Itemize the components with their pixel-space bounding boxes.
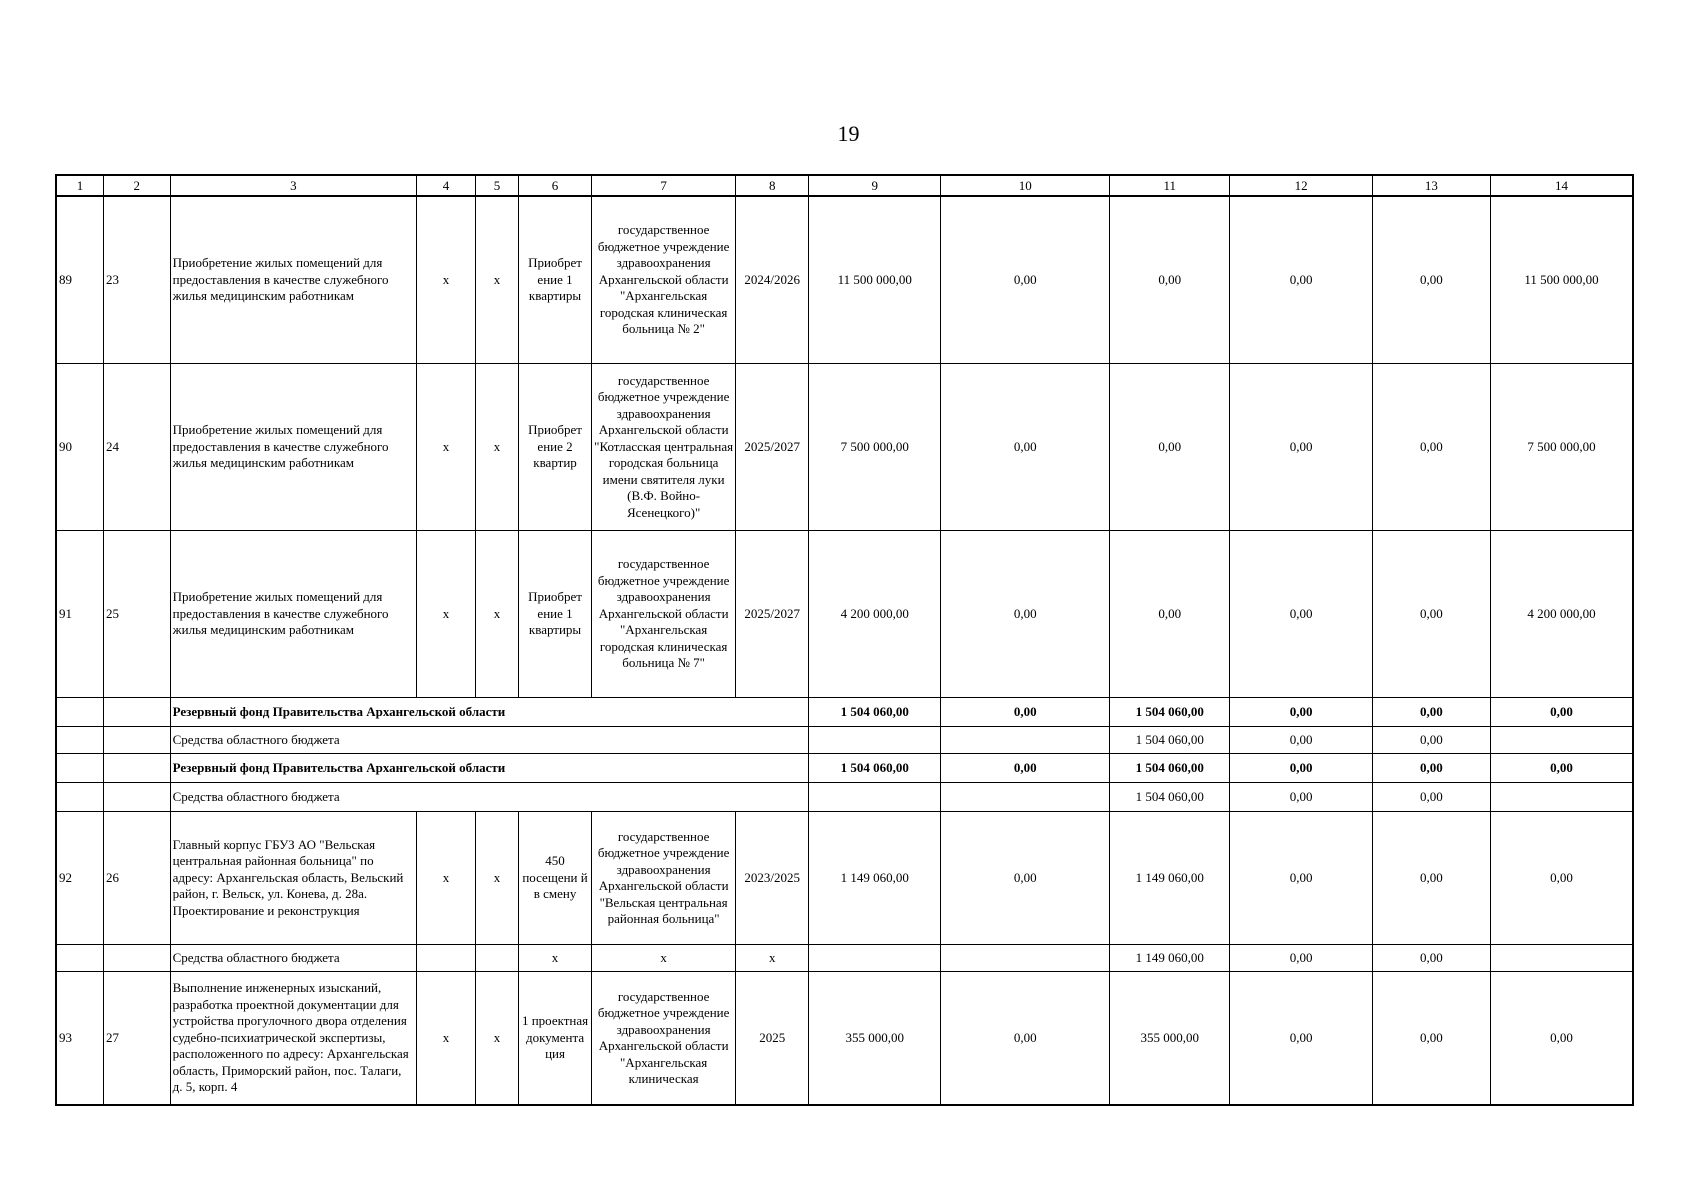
header-cell: 7 [591,175,735,196]
cell-col4: х [417,812,476,945]
amount-col14: 7 500 000,00 [1490,364,1633,531]
total-amount: 355 000,00 [809,972,941,1106]
empty-cell [1490,783,1633,812]
empty-cell [941,727,1110,754]
header-cell: 12 [1230,175,1372,196]
amount-col13: 0,00 [1372,783,1490,812]
row-number: 92 [56,812,103,945]
cell-col4: х [417,972,476,1106]
amount-col14: 11 500 000,00 [1490,196,1633,364]
header-row [56,175,1633,196]
cell-col4: х [417,364,476,531]
customer: государственное бюджетное учреждение здравоохранения Архангельской области "Вельская центральная районная больница" [591,812,735,945]
total-amount: 7 500 000,00 [809,364,941,531]
object-number: 26 [103,812,170,945]
object-number: 25 [103,531,170,698]
capacity: 450 посещени й в смену [519,812,592,945]
cell-col5: х [475,364,518,531]
amount-col10: 0,00 [941,812,1110,945]
period: 2025/2027 [736,364,809,531]
period: 2023/2025 [736,812,809,945]
header-cell: 11 [1110,175,1230,196]
total-amount: 4 200 000,00 [809,531,941,698]
empty-cell [809,783,941,812]
source-title: Средства областного бюджета [170,783,808,812]
empty-cell [56,727,103,754]
amount-col13: 0,00 [1372,812,1490,945]
budget-table [55,174,1634,1106]
empty-cell [103,754,170,783]
total-amount: 1 504 060,00 [809,698,941,727]
amount-col12: 0,00 [1230,196,1372,364]
customer: государственное бюджетное учреждение здравоохранения Архангельской области "Архангельская клиническая [591,972,735,1106]
row-number: 91 [56,531,103,698]
empty-cell [417,945,476,972]
amount-col11: 0,00 [1110,196,1230,364]
amount-col13: 0,00 [1372,196,1490,364]
period: 2025 [736,972,809,1106]
amount-col10: 0,00 [941,531,1110,698]
capacity: Приобрет ение 1 квартиры [519,196,592,364]
object-number: 27 [103,972,170,1106]
source-row [56,945,1633,972]
empty-cell [103,945,170,972]
amount-col14: 0,00 [1490,812,1633,945]
row-number: 90 [56,364,103,531]
capacity: 1 проектная документа ция [519,972,592,1106]
amount-col11: 1 149 060,00 [1110,812,1230,945]
source-title: Средства областного бюджета [170,945,417,972]
capacity: Приобрет ение 2 квартир [519,364,592,531]
header-cell: 2 [103,175,170,196]
empty-cell [809,945,941,972]
amount-col11: 1 149 060,00 [1110,945,1230,972]
header-cell: 3 [170,175,417,196]
amount-col10: 0,00 [941,698,1110,727]
empty-cell [56,754,103,783]
object-name: Приобретение жилых помещений для предоставления в качестве служебного жилья медицинским работникам [170,364,417,531]
object-name: Выполнение инженерных изысканий, разработка проектной документации для устройства прогулочного двора отделения судебно-психиатрической экспертизы, расположенного по адресу: Архангельская область, Приморский район, пос. Талаги, д. 5, корп. 4 [170,972,417,1106]
row-number: 93 [56,972,103,1106]
cell-col5: х [475,196,518,364]
period: 2025/2027 [736,531,809,698]
total-amount: 11 500 000,00 [809,196,941,364]
fund-total-row [56,698,1633,727]
object-name: Приобретение жилых помещений для предоставления в качестве служебного жилья медицинским работникам [170,196,417,364]
empty-cell [1490,727,1633,754]
amount-col11: 0,00 [1110,531,1230,698]
amount-col10: 0,00 [941,364,1110,531]
empty-cell [56,698,103,727]
amount-col11: 0,00 [1110,364,1230,531]
empty-cell [103,783,170,812]
amount-col14: 0,00 [1490,972,1633,1106]
amount-col14: 4 200 000,00 [1490,531,1633,698]
empty-cell [103,727,170,754]
amount-col13: 0,00 [1372,698,1490,727]
table-row [56,972,1633,1106]
header-cell: 13 [1372,175,1490,196]
amount-col14: 0,00 [1490,754,1633,783]
page-number: 19 [837,121,860,146]
amount-col12: 0,00 [1230,531,1372,698]
cell-col4: х [417,531,476,698]
header-cell: 1 [56,175,103,196]
empty-cell [103,698,170,727]
amount-col11: 1 504 060,00 [1110,698,1230,727]
empty-cell [56,945,103,972]
header-cell: 9 [809,175,941,196]
amount-col12: 0,00 [1230,727,1372,754]
row-number: 89 [56,196,103,364]
amount-col13: 0,00 [1372,531,1490,698]
amount-col12: 0,00 [1230,972,1372,1106]
capacity: х [519,945,592,972]
header-cell: 8 [736,175,809,196]
amount-col10: 0,00 [941,754,1110,783]
total-amount: 1 504 060,00 [809,754,941,783]
capacity: Приобрет ение 1 квартиры [519,531,592,698]
empty-cell [941,945,1110,972]
period: х [736,945,809,972]
object-number: 23 [103,196,170,364]
amount-col10: 0,00 [941,196,1110,364]
table-row [56,531,1633,698]
header-cell: 14 [1490,175,1633,196]
amount-col11: 1 504 060,00 [1110,727,1230,754]
total-amount: 1 149 060,00 [809,812,941,945]
header-cell: 4 [417,175,476,196]
amount-col11: 1 504 060,00 [1110,783,1230,812]
amount-col13: 0,00 [1372,727,1490,754]
customer: х [591,945,735,972]
amount-col10: 0,00 [941,972,1110,1106]
empty-cell [475,945,518,972]
amount-col13: 0,00 [1372,972,1490,1106]
amount-col12: 0,00 [1230,783,1372,812]
customer: государственное бюджетное учреждение здравоохранения Архангельской области "Архангельская городская клиническая больница № 7" [591,531,735,698]
cell-col5: х [475,531,518,698]
customer: государственное бюджетное учреждение здравоохранения Архангельской области "Котласская центральная городская больница имени святителя луки (В.Ф. Войно-Ясенецкого)" [591,364,735,531]
cell-col5: х [475,812,518,945]
empty-cell [809,727,941,754]
table-row [56,196,1633,364]
source-row [56,727,1633,754]
source-row [56,783,1633,812]
table-row [56,812,1633,945]
fund-title: Резервный фонд Правительства Архангельской области [170,754,808,783]
amount-col14: 0,00 [1490,698,1633,727]
cell-col4: х [417,196,476,364]
header-cell: 6 [519,175,592,196]
amount-col12: 0,00 [1230,698,1372,727]
fund-title: Резервный фонд Правительства Архангельской области [170,698,808,727]
amount-col11: 355 000,00 [1110,972,1230,1106]
header-cell: 5 [475,175,518,196]
customer: государственное бюджетное учреждение здравоохранения Архангельской области "Архангельская городская клиническая больница № 2" [591,196,735,364]
header-cell: 10 [941,175,1110,196]
object-number: 24 [103,364,170,531]
empty-cell [56,783,103,812]
cell-col5: х [475,972,518,1106]
empty-cell [941,783,1110,812]
amount-col11: 1 504 060,00 [1110,754,1230,783]
source-title: Средства областного бюджета [170,727,808,754]
amount-col12: 0,00 [1230,754,1372,783]
amount-col12: 0,00 [1230,945,1372,972]
table-row [56,364,1633,531]
fund-total-row [56,754,1633,783]
amount-col12: 0,00 [1230,812,1372,945]
object-name: Приобретение жилых помещений для предоставления в качестве служебного жилья медицинским работникам [170,531,417,698]
empty-cell [1490,945,1633,972]
amount-col12: 0,00 [1230,364,1372,531]
amount-col13: 0,00 [1372,945,1490,972]
amount-col13: 0,00 [1372,364,1490,531]
period: 2024/2026 [736,196,809,364]
amount-col13: 0,00 [1372,754,1490,783]
object-name: Главный корпус ГБУЗ АО "Вельская центральная районная больница" по адресу: Архангельская область, Вельский район, г. Вельск, ул. Конева, д. 28а. Проектирование и реконструкция [170,812,417,945]
